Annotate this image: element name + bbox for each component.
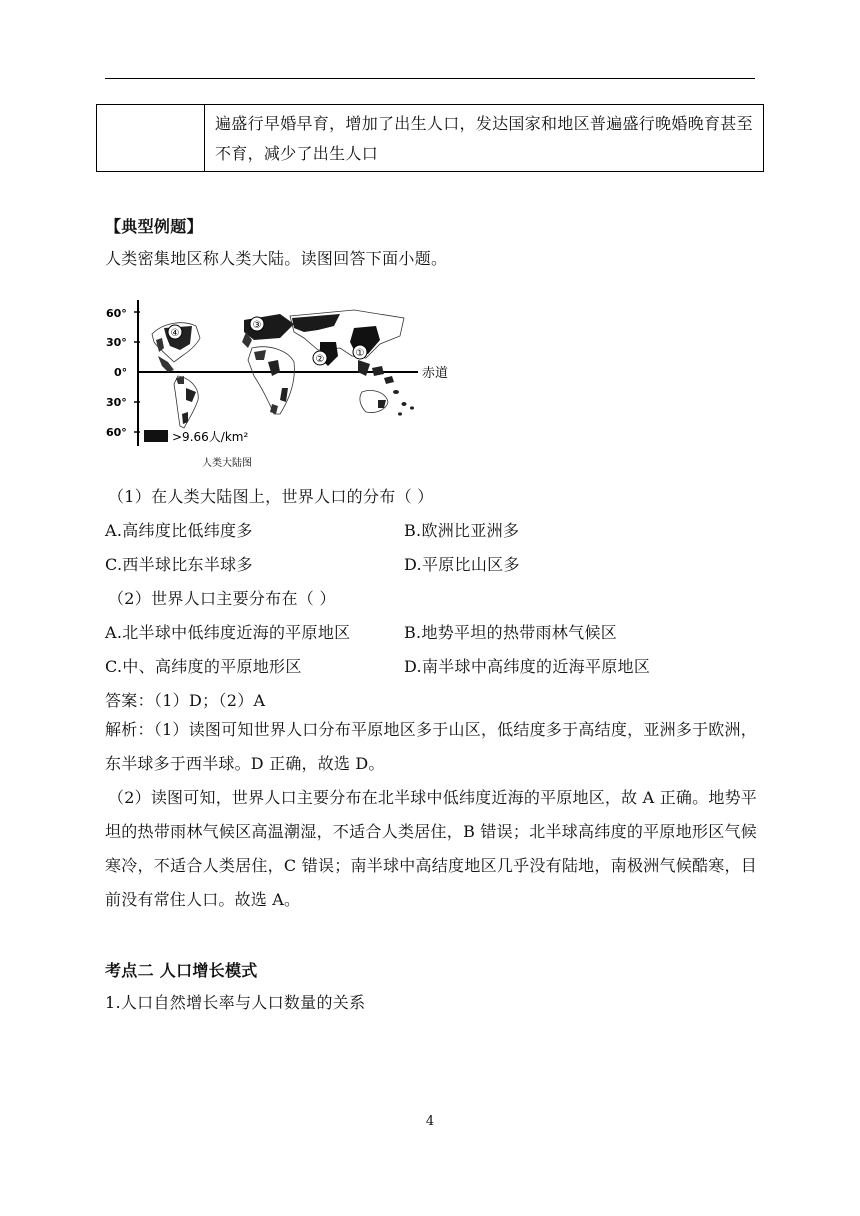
legend-label: >9.66人/km² <box>172 430 249 444</box>
header-rule <box>105 78 755 79</box>
map-caption: 人类大陆图 <box>202 458 252 469</box>
q2-option-b: B.地势平坦的热带雨林气候区 <box>404 623 618 642</box>
section-heading: 【典型例题】 <box>105 217 203 236</box>
marker-3: ③ <box>252 320 262 331</box>
q2-option-d: D.南半球中高纬度的近海平原地区 <box>404 657 651 676</box>
table-left-cell <box>97 105 205 171</box>
q1-option-a: A.高纬度比低纬度多 <box>105 521 253 540</box>
population-map <box>104 296 466 470</box>
page-number: 4 <box>425 1114 435 1129</box>
marker-1: ① <box>355 348 365 359</box>
analysis-2: （2）读图可知，世界人口主要分布在北半球中低纬度近海的平原地区，故 A 正确。地势平坦的热带雨林气候区高温潮湿，不适合人类居住，B 错误；北半球高纬度的平原地形区气候寒冷，不适合人类居住，C 错误；南半球中高结度地区几乎没有陆地，南极洲气候酷寒，目前没有常住人口。故选 A。 <box>105 788 757 909</box>
q2-option-c: C.中、高纬度的平原地形区 <box>105 657 302 676</box>
table <box>96 104 764 172</box>
q2-stem: （2）世界人口主要分布在（ ） <box>108 589 336 608</box>
lat-label: 60° <box>106 307 127 320</box>
marker-2: ② <box>315 354 325 365</box>
lat-label: 60° <box>106 426 127 439</box>
intro-text: 人类密集地区称人类大陆。读图回答下面小题。 <box>105 249 448 268</box>
table-right-cell: 遍盛行早婚早育，增加了出生人口，发达国家和地区普遍盛行晚婚晚育甚至不育，减少了出生人口 <box>215 114 753 163</box>
section2-title: 考点二 人口增长模式 <box>105 961 258 980</box>
section2-item: 1.人口自然增长率与人口数量的关系 <box>105 993 366 1012</box>
q1-stem: （1）在人类大陆图上，世界人口的分布（ ） <box>108 487 434 506</box>
marker-4: ④ <box>170 328 180 339</box>
q1-option-c: C.西半球比东半球多 <box>105 555 253 574</box>
lat-label: 30° <box>106 336 127 349</box>
q1-option-b: B.欧洲比亚洲多 <box>404 521 520 540</box>
lat-label: 30° <box>106 396 127 409</box>
q2-option-a: A.北半球中低纬度近海的平原地区 <box>105 623 351 642</box>
legend-swatch <box>144 430 168 442</box>
lat-label: 0° <box>114 366 128 379</box>
answer-text: 答案：（1）D；（2）A <box>105 691 266 710</box>
q1-option-d: D.平原比山区多 <box>404 555 520 574</box>
analysis-1: 解析：（1）读图可知世界人口分布平原地区多于山区，低结度多于高结度，亚洲多于欧洲，东半球多于西半球。D 正确，故选 D。 <box>105 720 757 773</box>
equator-label: 赤道 <box>422 366 449 381</box>
